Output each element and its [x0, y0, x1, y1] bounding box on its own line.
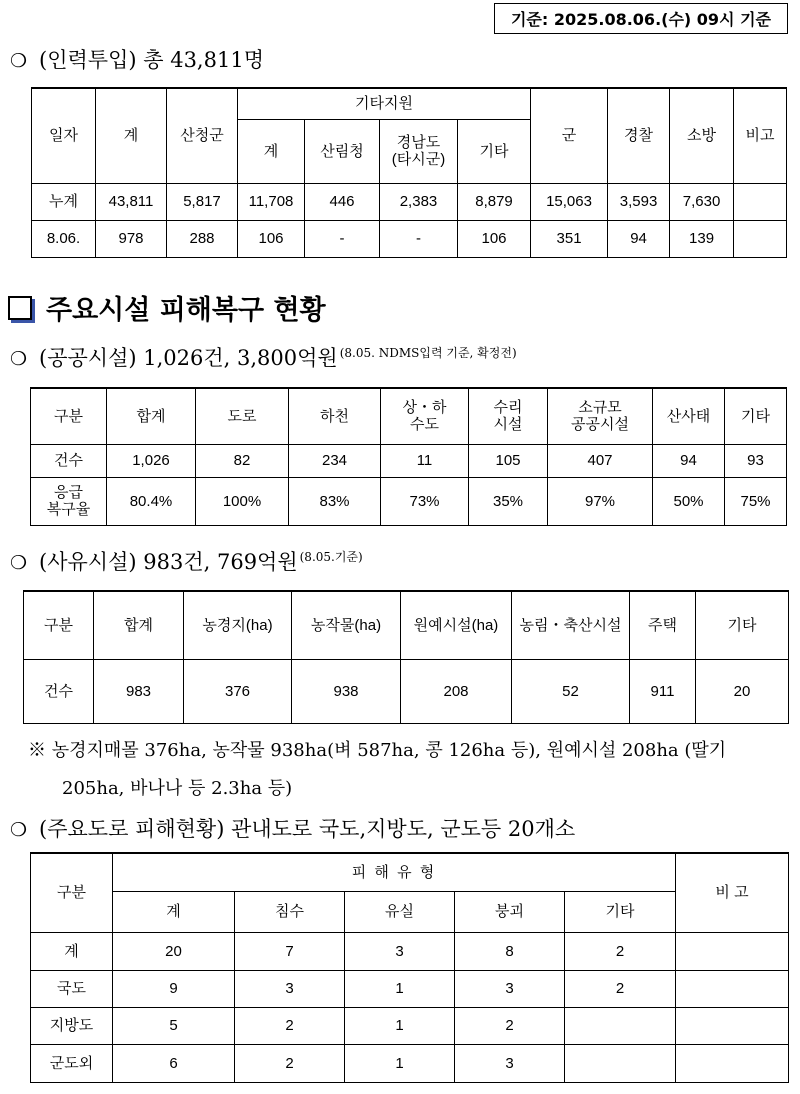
square-bullet-icon: [8, 296, 32, 320]
private-facilities-table: [23, 590, 789, 724]
header-cell: 합계: [107, 388, 196, 444]
header-forest: 산림청: [305, 119, 380, 183]
header-county: 산청군: [167, 88, 238, 183]
cell: [676, 1044, 789, 1082]
cell: [734, 183, 787, 220]
cell: -: [305, 220, 380, 257]
cell: [734, 220, 787, 257]
cell: 106: [238, 220, 305, 257]
header-cell: 기타: [696, 591, 789, 659]
header-category: 구분: [31, 853, 113, 932]
header-police: 경찰: [608, 88, 670, 183]
header-type-flood: 침수: [235, 891, 345, 932]
cell: 1: [345, 970, 455, 1007]
private-footnote: [28, 732, 788, 808]
header-cell: 소규모 공공시설: [548, 388, 653, 444]
cell: 407: [548, 444, 653, 477]
header-other-support: 기타지원: [238, 88, 531, 119]
cell: 7: [235, 932, 345, 970]
cell: 2: [565, 970, 676, 1007]
cell: 3: [235, 970, 345, 1007]
footnote-line-2: 205ha, 바나나 등 2.3ha 등): [62, 778, 293, 799]
cell: 35%: [469, 477, 548, 525]
header-cell: 구분: [31, 388, 107, 444]
header-cell: 구분: [24, 591, 94, 659]
cell: 80.4%: [107, 477, 196, 525]
cell: 93: [725, 444, 787, 477]
public-facilities-table: [30, 387, 787, 526]
cell: 6: [113, 1044, 235, 1082]
cell: 43,811: [96, 183, 167, 220]
cell: 83%: [289, 477, 381, 525]
header-cell: 농경지(ha): [184, 591, 292, 659]
cell: 2,383: [380, 183, 458, 220]
cell: [676, 932, 789, 970]
cell: 911: [630, 659, 696, 723]
cell: 446: [305, 183, 380, 220]
cell: 94: [608, 220, 670, 257]
private-heading-note: (8.05.기준): [299, 550, 363, 564]
cell: 1: [345, 1044, 455, 1082]
header-cell: 합계: [94, 591, 184, 659]
public-heading-row: [10, 342, 517, 372]
header-cell: 농작물(ha): [292, 591, 401, 659]
cell: 5: [113, 1007, 235, 1044]
header-cell: 수리 시설: [469, 388, 548, 444]
cell: 2: [235, 1044, 345, 1082]
header-date: 일자: [32, 88, 96, 183]
cell: 지방도: [31, 1007, 113, 1044]
cell: 8.06.: [32, 220, 96, 257]
cell: 국도: [31, 970, 113, 1007]
public-heading-note: (8.05. NDMS입력 기준, 확정전): [339, 346, 517, 360]
bullet-icon: ❍: [10, 348, 28, 370]
bullet-icon: ❍: [10, 819, 28, 841]
header-total: 계: [96, 88, 167, 183]
header-military: 군: [531, 88, 608, 183]
cell: 20: [696, 659, 789, 723]
road-damage-table: [30, 852, 789, 1083]
cell: 15,063: [531, 183, 608, 220]
cell: 5,817: [167, 183, 238, 220]
table-row: [31, 1044, 789, 1082]
cell: 1: [345, 1007, 455, 1044]
roads-heading-row: [10, 813, 575, 843]
header-cell: 상・하 수도: [381, 388, 469, 444]
cell: 20: [113, 932, 235, 970]
cell: 50%: [653, 477, 725, 525]
header-remarks: 비고: [734, 88, 787, 183]
cell: 11: [381, 444, 469, 477]
cell: 82: [196, 444, 289, 477]
cell: [676, 1007, 789, 1044]
cell: 208: [401, 659, 512, 723]
header-remarks: 비 고: [676, 853, 789, 932]
cell: 376: [184, 659, 292, 723]
cell: 1,026: [107, 444, 196, 477]
bullet-icon: ❍: [10, 552, 28, 574]
cell: 3,593: [608, 183, 670, 220]
header-type-other: 기타: [565, 891, 676, 932]
private-heading: (사유시설) 983건, 769억원: [39, 550, 298, 574]
cell: 52: [512, 659, 630, 723]
cell: 응급 복구율: [31, 477, 107, 525]
header-cell: 산사태: [653, 388, 725, 444]
cell: 11,708: [238, 183, 305, 220]
section-title-text: 주요시설 피해복구 현황: [46, 295, 326, 326]
cell: 8,879: [458, 183, 531, 220]
table-row: [31, 444, 787, 477]
table-row: [31, 932, 789, 970]
cell: 139: [670, 220, 734, 257]
table-header-row: [31, 388, 787, 444]
cell: 73%: [381, 477, 469, 525]
header-cell: 도로: [196, 388, 289, 444]
header-type-collapse: 붕괴: [455, 891, 565, 932]
cell: 105: [469, 444, 548, 477]
header-damage-type: 피 해 유 형: [113, 853, 676, 891]
personnel-heading-row: [10, 44, 264, 74]
header-etc: 기타: [458, 119, 531, 183]
header-type-total: 계: [113, 891, 235, 932]
cell: 계: [31, 932, 113, 970]
cell: 7,630: [670, 183, 734, 220]
section-title: [8, 288, 326, 327]
cell: 3: [345, 932, 455, 970]
cell: 2: [235, 1007, 345, 1044]
cell: 94: [653, 444, 725, 477]
personnel-heading: (인력투입) 총 43,811명: [39, 48, 264, 72]
header-type-washout: 유실: [345, 891, 455, 932]
personnel-table: [31, 87, 787, 258]
cell: 234: [289, 444, 381, 477]
cell: 938: [292, 659, 401, 723]
header-fire: 소방: [670, 88, 734, 183]
table-row: [32, 183, 787, 220]
header-other-total: 계: [238, 119, 305, 183]
header-cell: 기타: [725, 388, 787, 444]
cell: 2: [565, 932, 676, 970]
header-cell: 하천: [289, 388, 381, 444]
cell: -: [380, 220, 458, 257]
cell: 건수: [24, 659, 94, 723]
cell: 106: [458, 220, 531, 257]
table-header-row: [24, 591, 789, 659]
private-heading-row: [10, 546, 363, 576]
cell: 8: [455, 932, 565, 970]
header-cell: 주택: [630, 591, 696, 659]
cell: 983: [94, 659, 184, 723]
header-cell: 원예시설(ha): [401, 591, 512, 659]
cell: 군도외: [31, 1044, 113, 1082]
cell: 100%: [196, 477, 289, 525]
roads-heading: (주요도로 피해현황) 관내도로 국도,지방도, 군도등 20개소: [39, 817, 576, 841]
cell: [676, 970, 789, 1007]
cell: 3: [455, 1044, 565, 1082]
cell: 3: [455, 970, 565, 1007]
bullet-icon: ❍: [10, 50, 28, 72]
table-row: [31, 1007, 789, 1044]
cell: [565, 1044, 676, 1082]
reference-date: 기준: 2025.08.06.(수) 09시 기준: [494, 3, 788, 34]
cell: [565, 1007, 676, 1044]
cell: 351: [531, 220, 608, 257]
cell: 건수: [31, 444, 107, 477]
cell: 9: [113, 970, 235, 1007]
footnote-line-1: ※ 농경지매몰 376ha, 농작물 938ha(벼 587ha, 콩 126ha 등), 원예시설 208ha (딸기: [28, 740, 727, 761]
table-row: [32, 220, 787, 257]
cell: 97%: [548, 477, 653, 525]
table-row: [31, 477, 787, 525]
header-gyeongnam: 경남도 (타시군): [380, 119, 458, 183]
cell: 75%: [725, 477, 787, 525]
header-cell: 농림・축산시설: [512, 591, 630, 659]
table-row: [31, 970, 789, 1007]
cell: 978: [96, 220, 167, 257]
table-row: [24, 659, 789, 723]
public-heading: (공공시설) 1,026건, 3,800억원: [39, 346, 338, 370]
cell: 누계: [32, 183, 96, 220]
cell: 288: [167, 220, 238, 257]
cell: 2: [455, 1007, 565, 1044]
